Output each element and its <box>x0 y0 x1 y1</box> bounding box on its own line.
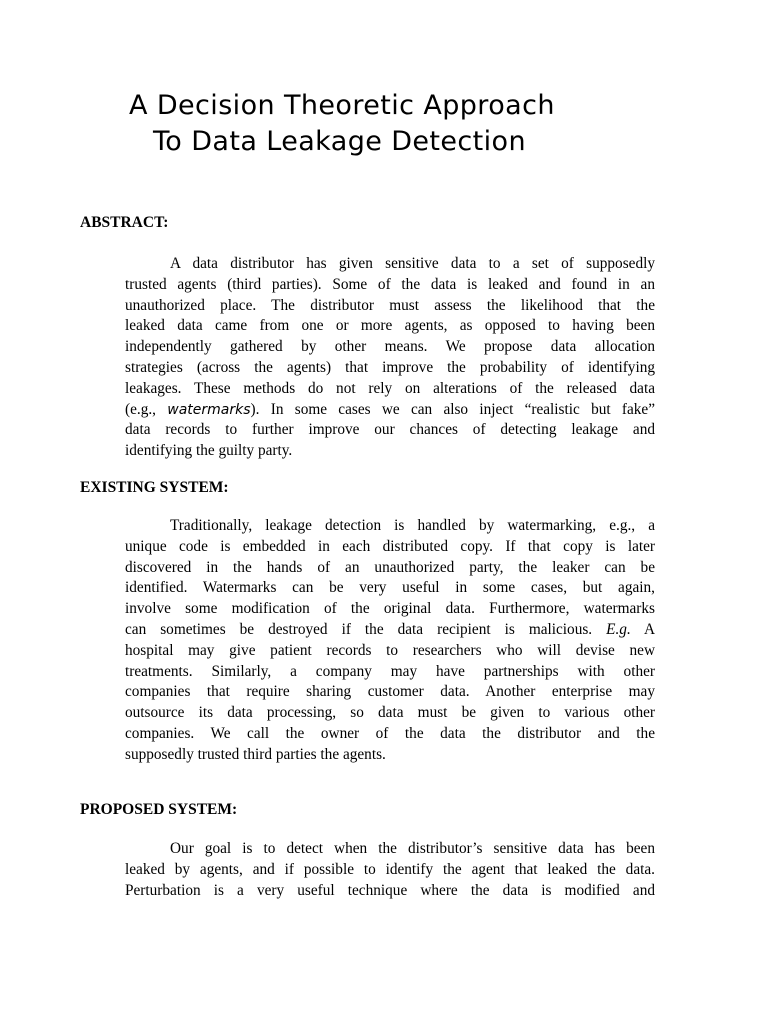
paragraph-line: strategies (across the agents) that improve the probability of identifying <box>125 358 655 376</box>
paragraph-line: involve some modification of the original data. Furthermore, watermarks <box>125 600 655 618</box>
paragraph-line: unique code is embedded in each distributed copy. If that copy is later <box>125 537 655 555</box>
line-text: ). In some cases we can also inject “realistic but fake” <box>250 400 655 418</box>
abstract-paragraph <box>125 254 655 462</box>
paragraph-line: leaked by agents, and if possible to identify the agent that leaked the data. <box>125 860 655 878</box>
paragraph-line: discovered in the hands of an unauthorized party, the leaker can be <box>125 558 655 576</box>
line-text: can sometimes be destroyed if the data recipient is malicious. <box>125 620 607 638</box>
line-text: (e.g., <box>125 400 168 418</box>
section-heading-existing-system: EXISTING SYSTEM: <box>80 479 229 496</box>
paragraph-line: companies. We call the owner of the data the distributor and the <box>125 724 655 742</box>
section-heading-abstract: ABSTRACT: <box>80 214 169 231</box>
paragraph-line: A data distributor has given sensitive data to a set of supposedly <box>170 255 655 272</box>
paragraph-line: Traditionally, leakage detection is handled by watermarking, e.g., a <box>170 517 655 534</box>
paragraph-line: identifying the guilty party. <box>125 442 293 460</box>
document-title-line-2: To Data Leakage Detection <box>153 126 526 157</box>
paragraph-line: unauthorized place. The distributor must assess the likelihood that the <box>125 296 655 314</box>
paragraph-line: outsource its data processing, so data must be given to various other <box>125 704 655 722</box>
document-title-line-1: A Decision Theoretic Approach <box>129 90 555 121</box>
paragraph-line: hospital may give patient records to researchers who will devise new <box>125 641 655 659</box>
paragraph-line: independently gathered by other means. We propose data allocation <box>125 338 655 356</box>
paragraph-line: companies that require sharing customer data. Another enterprise may <box>125 683 655 701</box>
paragraph-line: leaked data came from one or more agents, as opposed to having been <box>125 317 655 335</box>
paragraph-line <box>125 400 655 421</box>
paragraph-line: identified. Watermarks can be very useful in some cases, but again, <box>125 579 655 597</box>
italic-term-eg: E.g. <box>606 620 631 638</box>
paragraph-line: Our goal is to detect when the distributor’s sensitive data has been <box>170 840 655 857</box>
italic-term-watermarks: watermarks <box>167 401 251 418</box>
paragraph-line <box>125 620 655 641</box>
paragraph-line: treatments. Similarly, a company may have partnerships with other <box>125 662 655 680</box>
paragraph-line: data records to further improve our chances of detecting leakage and <box>125 421 655 439</box>
existing-system-paragraph <box>125 516 655 766</box>
line-text: A <box>630 620 655 638</box>
paragraph-line: Perturbation is a very useful technique where the data is modified and <box>125 881 655 899</box>
section-heading-proposed-system: PROPOSED SYSTEM: <box>80 801 238 818</box>
paragraph-line: leakages. These methods do not rely on alterations of the released data <box>125 379 655 397</box>
proposed-system-paragraph <box>125 839 655 901</box>
paragraph-line: supposedly trusted third parties the agents. <box>125 745 386 763</box>
paragraph-line: trusted agents (third parties). Some of the data is leaked and found in an <box>125 275 655 293</box>
